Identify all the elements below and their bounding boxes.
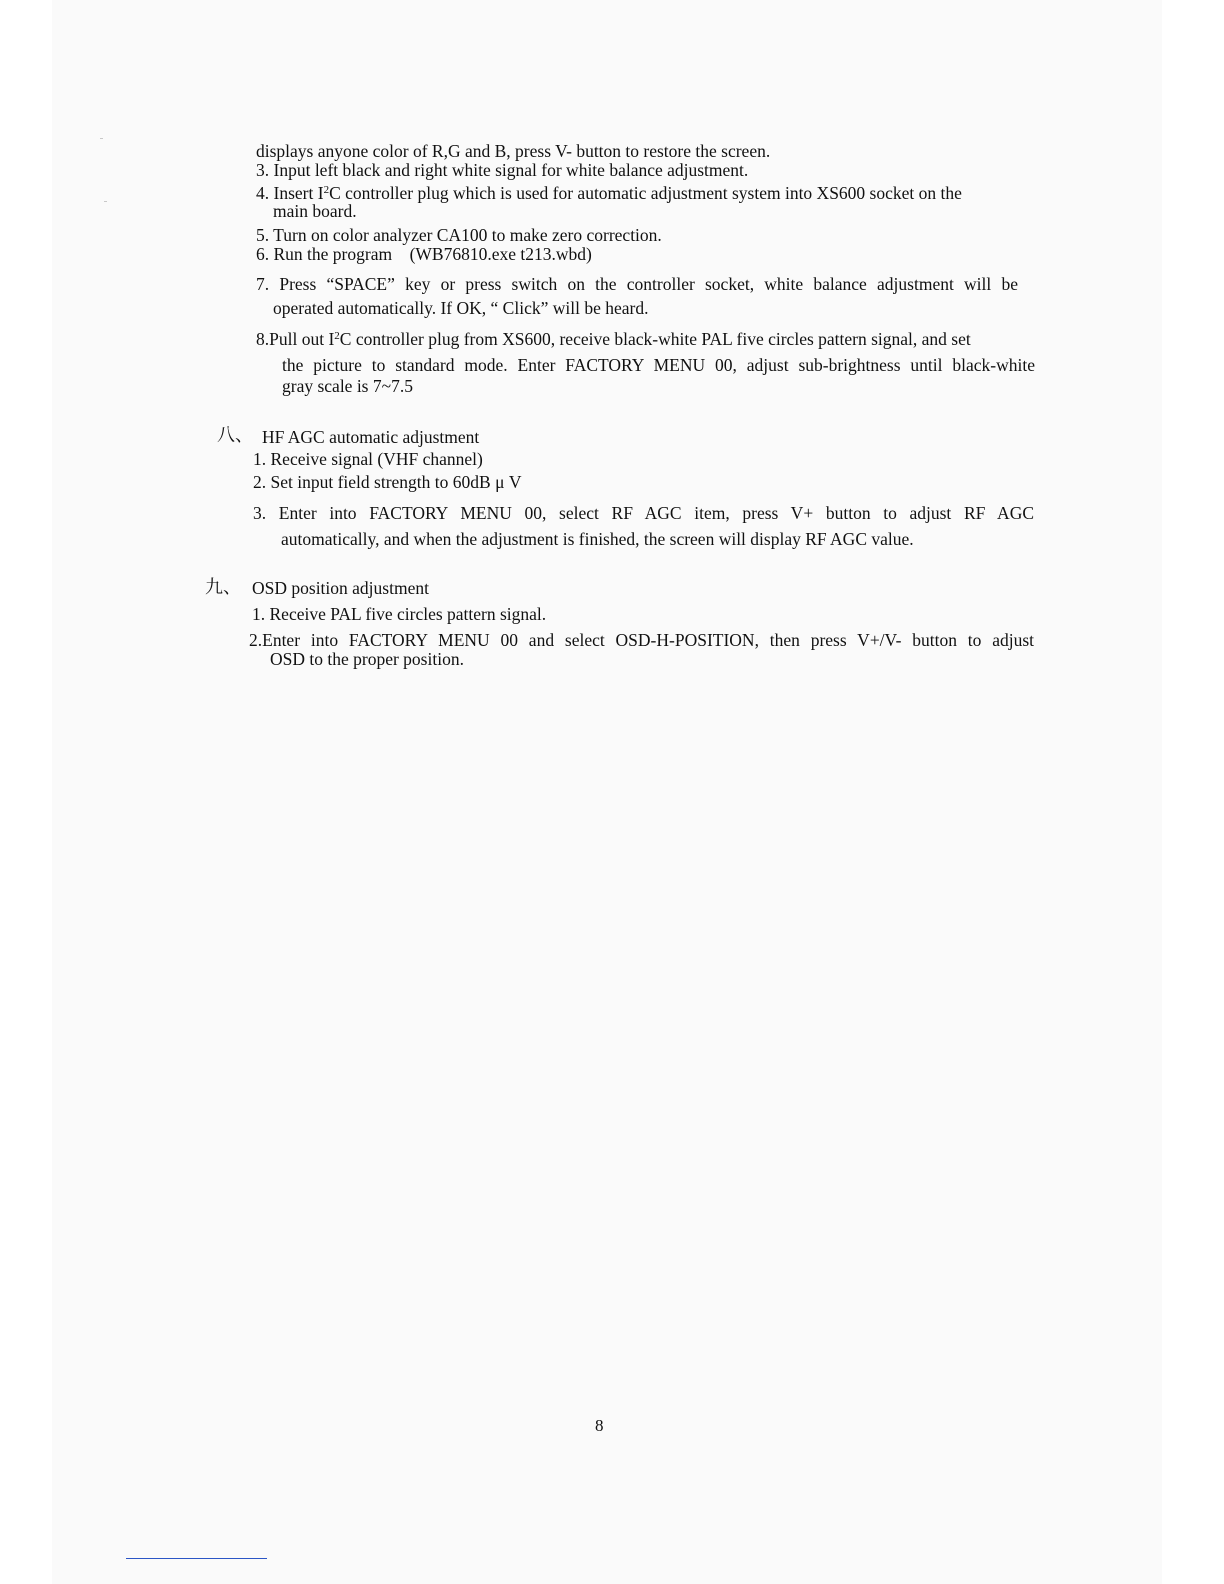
- section9-step-1: 1. Receive PAL five circles pattern signal.: [252, 604, 547, 624]
- scan-speck: [104, 201, 107, 202]
- step4-superscript: 2: [323, 184, 330, 196]
- step8-superscript: 2: [334, 330, 340, 342]
- section7-step-5: 5. Turn on color analyzer CA100 to make zero correction.: [256, 225, 662, 245]
- section8-step-1: 1. Receive signal (VHF channel): [253, 449, 483, 469]
- section8-step-2: 2. Set input field strength to 60dB μ V: [253, 472, 522, 492]
- section7-step-8: [256, 328, 1036, 350]
- section8-step-3-continuation: automatically, and when the adjustment is finished, the screen will display RF AGC value.: [281, 529, 914, 549]
- footer-rule: [126, 1558, 267, 1559]
- section9-marker: 九、: [205, 577, 241, 598]
- section7-step-8-continuation-1: the picture to standard mode. Enter FACTORY MENU 00, adjust sub-brightness until black-white: [282, 355, 1035, 375]
- scan-speck: [100, 138, 103, 139]
- section7-step-6: 6. Run the program (WB76810.exe t213.wbd): [256, 244, 592, 264]
- section7-continuation: displays anyone color of R,G and B, press V- button to restore the screen.: [256, 141, 771, 161]
- step4-suffix: C controller plug which is used for automatic adjustment system into XS600 socket on the: [329, 183, 962, 203]
- section9-step-2-continuation: OSD to the proper position.: [270, 649, 464, 669]
- page-number: 8: [595, 1416, 604, 1435]
- section8-marker: 八、: [217, 425, 253, 446]
- section7-step-4: [256, 182, 1020, 204]
- section7-step-7-continuation: operated automatically. If OK, “ Click” will be heard.: [273, 298, 649, 318]
- section9-step-2: 2.Enter into FACTORY MENU 00 and select OSD-H-POSITION, then press V+/V- button to adjust: [249, 630, 1034, 650]
- section8-step-3: 3. Enter into FACTORY MENU 00, select RF AGC item, press V+ button to adjust RF AGC: [253, 503, 1034, 523]
- section7-step-8-continuation-2: gray scale is 7~7.5: [282, 376, 413, 396]
- step4-prefix: 4. Insert I: [256, 183, 324, 203]
- step8-prefix: 8.Pull out I: [256, 329, 335, 349]
- section8-title: HF AGC automatic adjustment: [262, 427, 480, 447]
- section7-step-3: 3. Input left black and right white signal for white balance adjustment.: [256, 160, 749, 180]
- section7-step-4-continuation: main board.: [273, 201, 357, 221]
- section9-title: OSD position adjustment: [252, 578, 429, 598]
- step8-suffix: C controller plug from XS600, receive black-white PAL five circles pattern signal, and set: [339, 329, 971, 349]
- section7-step-7: 7. Press “SPACE” key or press switch on the controller socket, white balance adjustment will be: [256, 274, 1018, 294]
